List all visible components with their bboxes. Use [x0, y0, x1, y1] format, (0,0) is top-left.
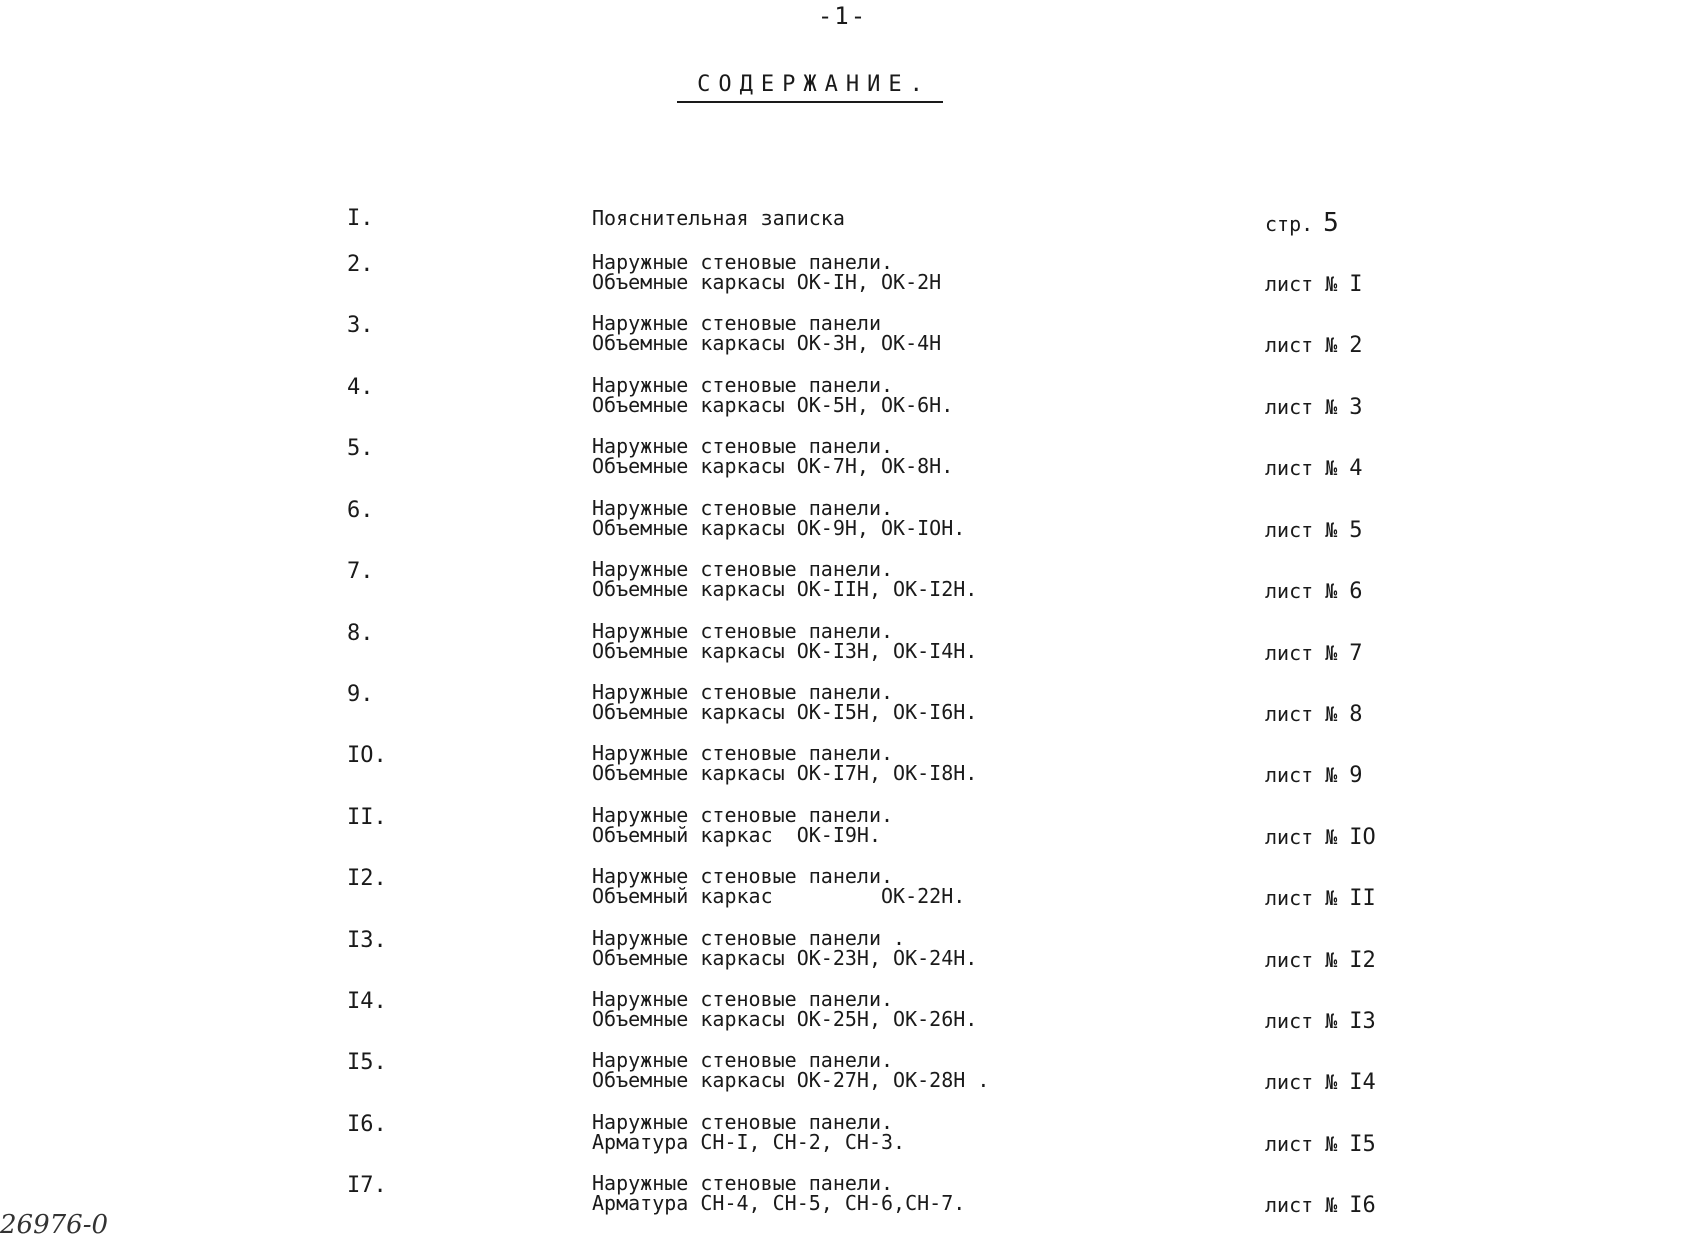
entry-line-1: Наружные стеновые панели . — [592, 926, 906, 950]
entry-number: I3. — [347, 928, 387, 953]
entry-line-2: Объемные каркасы ОК-27Н, ОК-28Н . — [592, 1068, 990, 1092]
entry-line-1: Наружные стеновые панели. — [592, 496, 894, 520]
entry-description: Пояснительная записка — [592, 206, 845, 230]
toc-entry — [0, 559, 1685, 615]
entry-sheet-ref — [1265, 702, 1363, 727]
entry-line-2: Объемные каркасы ОК-IН, ОК-2Н — [592, 270, 942, 294]
entry-number: I6. — [347, 1112, 387, 1137]
entry-sheet-ref — [1265, 825, 1376, 850]
entry-description — [592, 989, 977, 1029]
entry-ref-number: I4 — [1349, 1070, 1376, 1095]
entry-number: 7. — [347, 559, 374, 584]
entry-number: 8. — [347, 621, 374, 646]
entry-ref-label: лист № — [1265, 641, 1338, 665]
entry-line-1: Наружные стеновые панели. — [592, 373, 894, 397]
entry-ref-label: стр. — [1265, 212, 1314, 236]
document-title: СОДЕРЖАНИЕ. — [677, 72, 943, 103]
entry-sheet-ref — [1265, 456, 1363, 481]
toc-entry — [0, 1050, 1685, 1106]
entry-ref-label: лист № — [1265, 1193, 1338, 1217]
entry-line-1: Наружные стеновые панели. — [592, 250, 894, 274]
entry-ref-label: лист № — [1265, 579, 1338, 603]
entry-ref-number: I6 — [1349, 1193, 1376, 1218]
entry-number: 2. — [347, 252, 374, 277]
toc-entry — [0, 989, 1685, 1045]
entry-line-2: Объемные каркасы ОК-9Н, ОК-IОН. — [592, 516, 966, 540]
entry-sheet-ref — [1265, 641, 1363, 666]
entry-ref-number: 9 — [1349, 763, 1363, 788]
page-number: -1- — [817, 2, 868, 30]
entry-line-2: Объемные каркасы ОК-25Н, ОК-26Н. — [592, 1007, 978, 1031]
entry-description — [592, 498, 965, 538]
toc-entry — [0, 498, 1685, 554]
entry-description — [592, 436, 953, 476]
entry-description — [592, 252, 941, 292]
entry-ref-label: лист № — [1265, 825, 1338, 849]
entry-line-2: Объемный каркас ОК-22Н. — [592, 884, 966, 908]
entry-sheet-ref — [1265, 395, 1363, 420]
entry-ref-label: лист № — [1265, 1132, 1338, 1156]
entry-line-2: Объемные каркасы ОК-I7Н, ОК-I8Н. — [592, 761, 978, 785]
entry-ref-number: 3 — [1349, 395, 1363, 420]
entry-ref-number: 4 — [1349, 456, 1363, 481]
entry-ref-label: лист № — [1265, 702, 1338, 726]
entry-description — [592, 1173, 965, 1213]
entry-description — [592, 1050, 989, 1090]
entry-number: I7. — [347, 1173, 387, 1198]
entry-number: 3. — [347, 313, 374, 338]
toc-entry — [0, 313, 1685, 369]
entry-ref-number: I2 — [1349, 948, 1376, 973]
entry-sheet-ref — [1265, 886, 1376, 911]
entry-description — [592, 743, 977, 783]
toc-entry — [0, 682, 1685, 738]
entry-description — [592, 682, 977, 722]
entry-description — [592, 805, 893, 845]
entry-number: 5. — [347, 436, 374, 461]
entry-sheet-ref — [1265, 1193, 1376, 1218]
entry-description — [592, 375, 953, 415]
toc-entry — [0, 436, 1685, 492]
entry-ref-label: лист № — [1265, 948, 1338, 972]
entry-number: 6. — [347, 498, 374, 523]
entry-ref-label: лист № — [1265, 1070, 1338, 1094]
toc-entry — [0, 252, 1685, 308]
toc-entry — [0, 1112, 1685, 1168]
entry-sheet-ref — [1265, 272, 1363, 297]
entry-ref-label: лист № — [1265, 456, 1338, 480]
entry-ref-number: IO — [1349, 825, 1376, 850]
entry-sheet-ref — [1265, 763, 1363, 788]
entry-number: 4. — [347, 375, 374, 400]
entry-ref-label: лист № — [1265, 272, 1338, 296]
entry-line-2: Объемные каркасы ОК-I3Н, ОК-I4Н. — [592, 639, 978, 663]
entry-ref-number: 8 — [1349, 702, 1363, 727]
entry-number: 9. — [347, 682, 374, 707]
entry-sheet-ref — [1265, 333, 1363, 358]
entry-sheet-ref — [1265, 1070, 1376, 1095]
entry-line-2: Объемные каркасы ОК-5Н, ОК-6Н. — [592, 393, 954, 417]
entry-line-1: Наружные стеновые панели. — [592, 619, 894, 643]
entry-line-1: Наружные стеновые панели. — [592, 803, 894, 827]
entry-description — [592, 313, 941, 353]
entry-description — [592, 621, 977, 661]
entry-line-2: Объемные каркасы ОК-23Н, ОК-24Н. — [592, 946, 978, 970]
entry-ref-number: 2 — [1349, 333, 1363, 358]
toc-entry — [0, 928, 1685, 984]
entry-sheet-ref — [1265, 518, 1363, 543]
entry-line-1: Наружные стеновые панели. — [592, 987, 894, 1011]
entry-line-1: Наружные стеновые панели — [592, 311, 881, 335]
entry-ref-number: 5 — [1349, 518, 1363, 543]
entry-number: I4. — [347, 989, 387, 1014]
entry-ref-number: I5 — [1349, 1132, 1376, 1157]
entry-line-2: Объемные каркасы ОК-IIН, ОК-I2Н. — [592, 577, 978, 601]
entry-ref-label: лист № — [1265, 1009, 1338, 1033]
entry-line-2: Арматура СН-4, СН-5, СН-6,СН-7. — [592, 1191, 966, 1215]
entry-description — [592, 928, 977, 968]
entry-number: I5. — [347, 1050, 387, 1075]
entry-sheet-ref — [1265, 579, 1363, 604]
entry-line-2: Арматура СН-I, СН-2, СН-3. — [592, 1130, 906, 1154]
entry-line-1: Наружные стеновые панели. — [592, 1110, 894, 1134]
entry-line-2: Объемные каркасы ОК-3Н, ОК-4Н — [592, 331, 942, 355]
entry-line-2: Объемный каркас ОК-I9Н. — [592, 823, 881, 847]
archive-stamp: 26976-0 — [0, 1210, 109, 1240]
entry-ref-number: I3 — [1349, 1009, 1376, 1034]
toc-entry — [0, 1173, 1685, 1229]
toc-entry — [0, 375, 1685, 431]
entry-number: II. — [347, 805, 387, 830]
entry-line-2: Объемные каркасы ОК-7Н, ОК-8Н. — [592, 454, 954, 478]
entry-ref-number: 6 — [1349, 579, 1363, 604]
toc-entry — [0, 805, 1685, 861]
entry-sheet-ref — [1265, 948, 1376, 973]
toc-entry — [0, 743, 1685, 799]
entry-line-2: Объемные каркасы ОК-I5Н, ОК-I6Н. — [592, 700, 978, 724]
entry-line-1: Наружные стеновые панели. — [592, 557, 894, 581]
toc-entry — [0, 866, 1685, 922]
entry-description — [592, 559, 977, 599]
entry-ref-number: 5 — [1323, 208, 1339, 238]
entry-line-1: Наружные стеновые панели. — [592, 1048, 894, 1072]
entry-sheet-ref — [1265, 1009, 1376, 1034]
entry-ref-number: II — [1349, 886, 1376, 911]
entry-line-1: Наружные стеновые панели. — [592, 741, 894, 765]
entry-line-1: Наружные стеновые панели. — [592, 434, 894, 458]
entry-ref-label: лист № — [1265, 886, 1338, 910]
entry-number: I. — [347, 206, 374, 231]
entry-ref-label: лист № — [1265, 333, 1338, 357]
entry-ref-label: лист № — [1265, 763, 1338, 787]
toc-entry — [0, 621, 1685, 677]
entry-page-ref — [1265, 208, 1339, 238]
entry-number: I2. — [347, 866, 387, 891]
entry-number: IO. — [347, 743, 387, 768]
entry-ref-label: лист № — [1265, 518, 1338, 542]
entry-description — [592, 1112, 905, 1152]
entry-ref-label: лист № — [1265, 395, 1338, 419]
entry-line-1: Наружные стеновые панели. — [592, 1171, 894, 1195]
entry-description — [592, 866, 965, 906]
entry-line-1: Наружные стеновые панели. — [592, 864, 894, 888]
entry-sheet-ref — [1265, 1132, 1376, 1157]
entry-ref-number: I — [1349, 272, 1363, 297]
entry-ref-number: 7 — [1349, 641, 1363, 666]
entry-line-1: Наружные стеновые панели. — [592, 680, 894, 704]
